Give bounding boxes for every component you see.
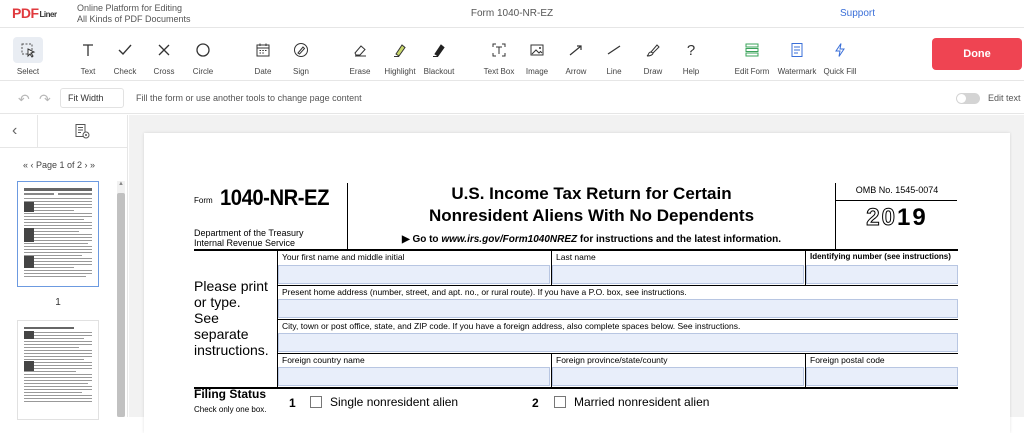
brush-icon	[638, 37, 668, 63]
edit-form-label: Edit Form	[734, 67, 770, 76]
circle-icon	[188, 37, 218, 63]
logo-sub-text: Liner	[39, 10, 57, 19]
page-thumbnails-sidebar	[0, 115, 128, 417]
col-divider-1	[551, 251, 552, 285]
header-divider-left	[347, 183, 348, 249]
goto-prefix: ▶ Go to	[401, 234, 442, 245]
last-name-label: Last name	[556, 252, 596, 262]
please-line-3: See	[194, 310, 219, 326]
page-number-label: 1	[55, 297, 61, 308]
edit-form-tool[interactable]	[729, 37, 775, 76]
document-title: Form 1040-NR-EZ	[470, 8, 554, 19]
blackout-tool[interactable]	[416, 37, 462, 76]
sidebar-divider	[37, 115, 38, 148]
form-title	[354, 183, 829, 227]
omb-number: OMB No. 1545-0074	[855, 185, 939, 195]
col-divider-2	[805, 251, 806, 285]
married-nonresident-label: Married nonresident alien	[574, 395, 710, 409]
form-word: Form	[194, 196, 213, 205]
textbox-icon	[484, 37, 514, 63]
circle-label: Circle	[192, 67, 214, 76]
tax-year-outline: 20	[866, 204, 897, 231]
signature-pen-icon	[286, 37, 316, 63]
first-name-field[interactable]	[278, 265, 550, 284]
filing-status-heading: Filing Status	[194, 387, 266, 401]
thumbnail-scrollbar-thumb[interactable]	[117, 193, 125, 417]
tax-year	[837, 204, 957, 232]
blackout-marker-icon	[424, 37, 454, 63]
omb-underline	[835, 200, 957, 201]
select-label: Select	[16, 67, 40, 76]
first-name-label: Your first name and middle initial	[282, 252, 405, 262]
city-state-zip-label: City, town or post office, state, and ZIP code. If you have a foreign address, also complete spaces below. See instructions.	[282, 321, 741, 331]
please-line-1: Please print	[194, 278, 268, 294]
undo-icon[interactable]: ↶	[18, 91, 30, 107]
col-divider-4	[805, 353, 806, 387]
logo-text: PDF	[12, 5, 39, 21]
select-tool[interactable]	[5, 37, 51, 76]
arrow-label: Arrow	[565, 67, 587, 76]
chevron-left-icon[interactable]: ‹	[12, 122, 18, 139]
text-label: Text	[80, 67, 96, 76]
goto-suffix: for instructions and the latest information.	[577, 234, 782, 245]
secondary-bar	[0, 82, 1024, 114]
image-label: Image	[525, 67, 549, 76]
tagline-line-1: Online Platform for Editing	[77, 3, 183, 13]
home-address-label: Present home address (number, street, and apt. no., or rural route). If you have a P.O. box, see instructions.	[282, 287, 687, 297]
page-thumbnail-2[interactable]	[17, 320, 99, 420]
form-top-rule	[194, 249, 958, 251]
sidebar-header	[0, 115, 128, 148]
foreign-province-label: Foreign province/state/county	[556, 355, 668, 365]
department-line-1: Department of the Treasury	[194, 228, 304, 238]
image-icon	[522, 37, 552, 63]
please-print-note	[194, 278, 269, 358]
foreign-country-label: Foreign country name	[282, 355, 365, 365]
eraser-icon	[345, 37, 375, 63]
support-link[interactable]: Support	[840, 8, 876, 19]
fit-width-select[interactable]: Fit Width	[60, 88, 124, 108]
check-only-one-note: Check only one box.	[194, 405, 267, 414]
quick-fill-label: Quick Fill	[823, 67, 857, 76]
document-scrollbar[interactable]	[1012, 115, 1024, 417]
form-title-line-1: U.S. Income Tax Return for Certain	[451, 184, 732, 203]
tax-year-solid: 19	[897, 204, 928, 231]
scroll-up-arrow-icon[interactable]: ▲	[118, 181, 124, 187]
done-button[interactable]: Done	[932, 38, 1022, 70]
date-label: Date	[254, 67, 272, 76]
top-bar	[0, 0, 1024, 28]
question-mark-icon: ?	[676, 37, 706, 63]
row-rule-4	[194, 387, 958, 389]
form-fields-icon	[737, 37, 767, 63]
instructions-line	[354, 234, 829, 245]
quick-fill-tool[interactable]	[817, 37, 863, 76]
row-rule-1	[278, 285, 958, 286]
line-label: Line	[606, 67, 622, 76]
header-divider-right	[835, 183, 836, 249]
edit-text-toggle[interactable]	[956, 93, 980, 104]
row-rule-2	[278, 319, 958, 320]
city-state-zip-field[interactable]	[278, 333, 958, 352]
identifying-number-field[interactable]	[806, 265, 958, 284]
option-2-number: 2	[532, 396, 539, 410]
single-nonresident-checkbox[interactable]	[310, 396, 322, 408]
department-text	[194, 228, 304, 248]
page-navigator[interactable]: « ‹ Page 1 of 2 › »	[22, 160, 96, 170]
pdf-page	[144, 133, 1010, 433]
married-nonresident-checkbox[interactable]	[554, 396, 566, 408]
watermark-label: Watermark	[777, 67, 817, 76]
highlighter-icon	[385, 37, 415, 63]
sign-label: Sign	[292, 67, 309, 76]
arrow-icon	[561, 37, 591, 63]
please-line-4: separate	[194, 326, 249, 342]
toolbar	[0, 28, 1024, 81]
please-line-5: instructions.	[194, 342, 269, 358]
watermark-tool[interactable]	[774, 37, 820, 76]
option-1-number: 1	[289, 396, 296, 410]
edit-text-label: Edit text	[988, 93, 1021, 103]
page-thumbnail-1[interactable]	[17, 181, 99, 287]
tagline	[77, 3, 191, 25]
document-viewport	[129, 115, 1024, 417]
erase-label: Erase	[349, 67, 371, 76]
foreign-postal-code-field[interactable]	[806, 367, 958, 386]
cross-icon	[149, 37, 179, 63]
department-line-2: Internal Revenue Service	[194, 238, 296, 248]
row-rule-3	[278, 353, 958, 354]
redo-icon[interactable]: ↷	[39, 91, 51, 107]
sign-tool[interactable]	[278, 37, 324, 76]
highlight-label: Highlight	[384, 67, 416, 76]
tagline-line-2: All Kinds of PDF Documents	[77, 14, 191, 24]
help-tool[interactable]	[668, 37, 714, 76]
blackout-label: Blackout	[423, 67, 455, 76]
check-icon	[110, 37, 140, 63]
form-title-line-2: Nonresident Aliens With No Dependents	[428, 206, 755, 225]
foreign-postal-code-label: Foreign postal code	[810, 355, 885, 365]
pdfliner-logo[interactable]	[12, 5, 57, 21]
help-label: Help	[682, 67, 700, 76]
col-divider-3	[551, 353, 552, 387]
single-nonresident-label: Single nonresident alien	[330, 395, 459, 409]
hint-text: Fill the form or use another tools to change page content	[136, 93, 362, 103]
lightning-icon	[825, 37, 855, 63]
foreign-province-field[interactable]	[552, 367, 804, 386]
line-icon	[599, 37, 629, 63]
calendar-icon	[248, 37, 278, 63]
home-address-field[interactable]	[278, 299, 958, 318]
draw-label: Draw	[643, 67, 663, 76]
circle-tool[interactable]	[180, 37, 226, 76]
text-icon	[73, 37, 103, 63]
cross-label: Cross	[153, 67, 175, 76]
identifying-number-label: Identifying number (see instructions)	[810, 252, 951, 261]
textbox-label: Text Box	[483, 67, 515, 76]
check-label: Check	[113, 67, 137, 76]
select-icon	[13, 37, 43, 63]
form-number: 1040-NR-EZ	[220, 185, 330, 210]
page-settings-icon[interactable]	[74, 123, 90, 144]
please-line-2: or type.	[194, 294, 241, 310]
watermark-icon	[782, 37, 812, 63]
last-name-field[interactable]	[552, 265, 804, 284]
instructions-url[interactable]: www.irs.gov/Form1040NREZ	[441, 234, 578, 245]
foreign-country-field[interactable]	[278, 367, 550, 386]
